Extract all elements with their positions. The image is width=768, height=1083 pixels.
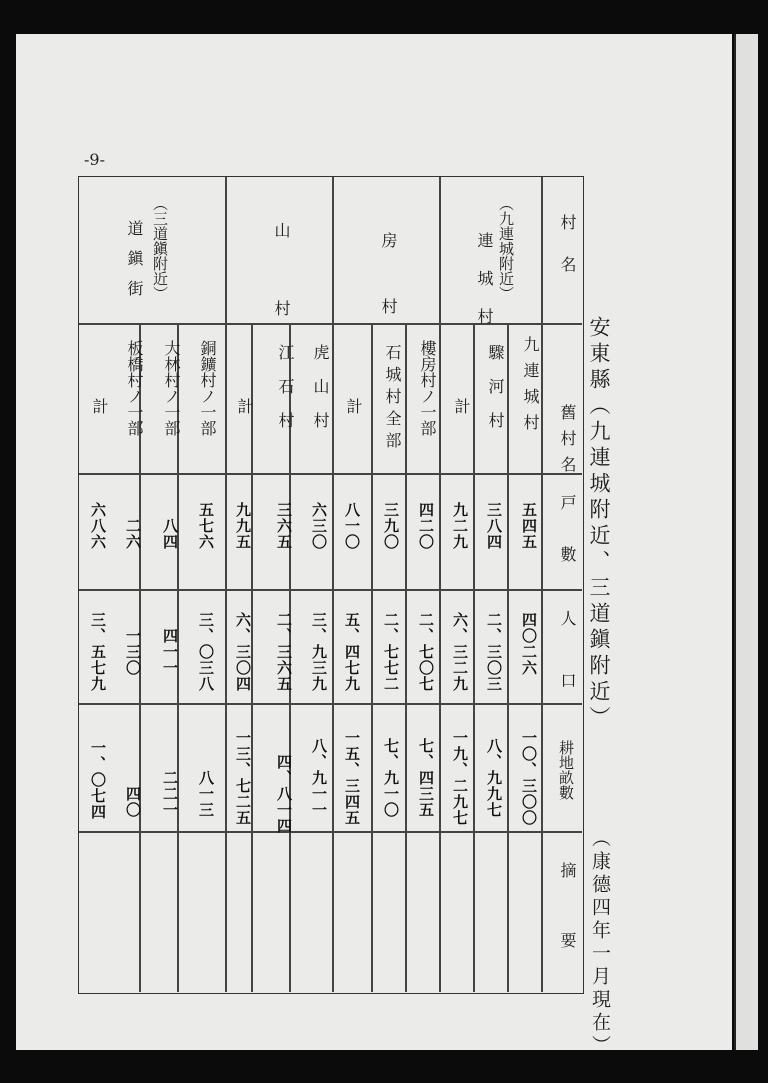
farmland-cell: 一〇、三〇〇 [520,730,538,826]
households-cell: 三九〇 [382,502,400,550]
farmland-cell: 四、八一四 [275,754,293,834]
households-cell: 八一〇 [343,502,361,550]
header-old-village-name: 舊村名 [558,404,577,482]
village-name-shancun: 山村 [272,222,291,378]
header-farmland: 耕地畝數 [557,740,575,800]
old-name-cell: 銅鑛村ノ一部 [198,340,217,436]
old-name-cell: 樓房村ノ一部 [418,340,437,436]
population-cell: 二、七〇七 [417,612,435,692]
population-cell: 二、三六五 [275,612,293,692]
old-name-cell: 計 [90,398,109,416]
header-village-name: 村名 [558,214,577,298]
header-households: 戸數 [558,494,577,598]
population-cell: 二、七七二 [382,612,400,692]
households-cell: 二六 [124,518,142,550]
population-cell: 三、九三九 [310,612,328,692]
old-name-cell: 板橋村ノ一部 [125,340,144,436]
old-name-cell: 江石村 [276,344,295,446]
population-cell: 一三〇 [124,628,142,676]
population-cell: 二、三〇三 [485,612,503,692]
old-name-cell: 驟河村 [486,344,505,446]
population-cell: 六、三二九 [451,612,469,692]
households-cell: 八四 [161,518,179,550]
households-cell: 三六五 [275,502,293,550]
households-cell: 九二九 [451,502,469,550]
header-population: 人口 [558,610,577,734]
households-cell: 六三〇 [310,502,328,550]
page-title: 安東縣（九連城附近、三道鎭附近） [587,316,611,732]
households-cell: 五四五 [520,502,538,550]
population-cell: 三、〇三八 [197,612,215,692]
population-cell: 四〇二六 [520,612,538,676]
farmland-cell: 七、九一〇 [382,738,400,818]
population-cell: 三、五七九 [89,612,107,692]
page-mark: -9- [84,150,105,169]
farmland-cell: 一三、七二五 [234,730,252,826]
old-name-cell: 虎山村 [311,344,330,446]
village-name-lianchengcun: 連城村 [475,232,494,346]
old-name-cell: 九連城村 [521,336,540,440]
farmland-cell: 二二一 [161,770,179,818]
village-name-daozhenjie: 道鎭街 [125,220,144,310]
next-page-edge [734,34,758,1050]
header-remarks: 摘要 [558,862,577,1002]
farmland-cell: 七、四三五 [417,738,435,818]
old-name-cell: 石城村全部 [383,344,402,454]
population-cell: 四一一 [161,628,179,676]
farmland-cell: 一九、二九七 [451,730,469,826]
old-name-cell: 計 [452,398,471,416]
farmland-cell: 一、〇七四 [89,740,107,820]
old-name-cell: 計 [344,398,363,416]
group-label-sandaozhen: （三道鎭附近） [151,196,169,301]
population-cell: 五、四七九 [343,612,361,692]
village-name-fangcun: 房村 [379,232,398,364]
households-cell: 三八四 [485,502,503,550]
population-cell: 六、三〇四 [234,612,252,692]
old-name-cell: 計 [235,398,254,416]
households-cell: 四二〇 [417,502,435,550]
group-label-jiulian: （九連城附近） [497,196,515,301]
farmland-cell: 一五、三四五 [343,730,361,826]
farmland-cell: 八、九九七 [485,738,503,818]
old-name-cell: 大林村ノ一部 [162,340,181,436]
households-cell: 五七六 [197,502,215,550]
date-note: （康德四年一月現在） [589,828,611,1058]
farmland-cell: 八、九一一 [310,738,328,818]
households-cell: 六八六 [89,502,107,550]
households-cell: 九九五 [234,502,252,550]
farmland-cell: 四〇 [124,786,142,818]
farmland-cell: 八一三 [197,770,215,818]
